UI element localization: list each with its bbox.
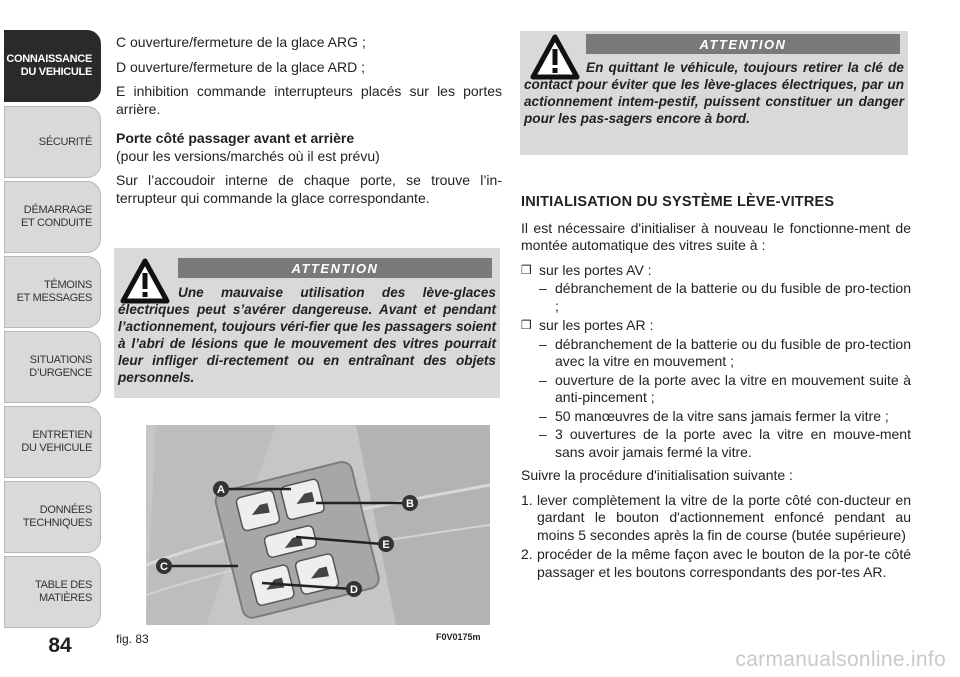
tab-securite[interactable]: SÉCURITÉ xyxy=(4,106,101,178)
tab-table-des-matieres[interactable]: TABLE DES MATIÈRES xyxy=(4,556,101,628)
svg-text:E: E xyxy=(382,539,390,551)
list-item-ar: ❒ sur les portes AR : xyxy=(521,317,654,333)
svg-text:B: B xyxy=(406,498,414,510)
line-c: C ouverture/fermeture de la glace ARG ; xyxy=(116,34,366,50)
label-c xyxy=(156,558,172,574)
section-heading: Porte côté passager avant et arrière xyxy=(116,130,355,146)
figure-window-switches xyxy=(146,425,490,625)
left-column xyxy=(116,34,502,214)
tab-temoins-et-messages[interactable]: TÉMOINS ET MESSAGES xyxy=(4,256,101,328)
window-switch-illustration xyxy=(146,425,490,625)
sub-item: – débranchement de la batterie ou du fusible de pro-tection ; xyxy=(539,280,911,314)
line-d: D ouverture/fermeture de la glace ARD ; xyxy=(116,58,366,75)
right-column xyxy=(521,194,911,583)
figure-caption: fig. 83 xyxy=(116,632,149,646)
sidebar-nav xyxy=(0,0,103,677)
warning-title-bar: ATTENTION xyxy=(586,34,900,54)
tab-demarrage-et-conduite[interactable]: DÉMARRAGE ET CONDUITE xyxy=(4,181,101,253)
sub-item: – débranchement de la batterie ou du fusible de pro-tection avec la vitre en mouvement ; xyxy=(539,335,911,369)
step-2: 2. procéder de la même façon avec le bouton de la por-te côté passager et les boutons correspondants des por-tes AR. xyxy=(521,546,911,580)
warning-box-misuse xyxy=(114,248,500,398)
tab-situations-durgence[interactable]: SITUATIONS D’URGENCE xyxy=(4,331,101,403)
checkbox-bullet-icon: ❒ xyxy=(521,262,532,277)
label-d xyxy=(346,581,362,597)
sub-item: – 3 ouvertures de la porte avec la vitre en mouve-ment sans avoir jamais fermé la vitre. xyxy=(539,426,911,460)
section-title: INITIALISATION DU SYSTÈME LÈVE-VITRES xyxy=(521,194,835,210)
warning-title-bar: ATTENTION xyxy=(178,258,492,278)
section-subheading: (pour les versions/marchés où il est prévu) xyxy=(116,147,380,164)
procedure-intro: Suivre la procédure d'initialisation suivante : xyxy=(521,467,793,483)
label-b xyxy=(402,495,418,511)
tab-entretien-du-vehicule[interactable]: ENTRETIEN DU VEHICULE xyxy=(4,406,101,478)
sub-item: – ouverture de la porte avec la vitre en mouvement suite à anti-pincement ; xyxy=(539,371,911,405)
tab-donnees-techniques[interactable]: DONNÉES TECHNIQUES xyxy=(4,481,101,553)
svg-text:A: A xyxy=(217,484,225,496)
page-number: 84 xyxy=(48,634,72,657)
warning-text: En quittant le véhicule, toujours retirer la clé de contact pour éviter que les lève-glaces électriques, par un actionnement intem-pestif, puissent constituer un danger pour les pas-sagers encore à bord. xyxy=(524,60,904,126)
step-1: 1. lever complètement la vitre de la porte côté con-ducteur en gardant le bouton d'actionnement enfoncé pendant au moins 5 secondes après la fin de course (butée supérieure) xyxy=(521,491,911,543)
label-a xyxy=(213,481,229,497)
intro-paragraph: Il est nécessaire d'initialiser à nouveau le fonctionne-ment de montée automatique des vitres suite à : xyxy=(521,219,911,253)
label-e xyxy=(378,536,394,552)
warning-text: Une mauvaise utilisation des lève-glaces électriques peut s’avérer dangereuse. Avant et pendant l’actionnement, toujours véri-fier que les passagers soient à l’abri de lésions que le mouvement des vitres pourrait leur infliger di-rectement ou en entraînant des objets personnels. xyxy=(118,285,496,385)
list-item-av: ❒ sur les portes AV : xyxy=(521,261,652,278)
checkbox-bullet-icon: ❒ xyxy=(521,318,532,332)
watermark: carmanualsonline.info xyxy=(735,648,946,671)
svg-text:D: D xyxy=(350,584,358,596)
sub-item: – 50 manœuvres de la vitre sans jamais fermer la vitre ; xyxy=(539,407,889,424)
line-e: E inhibition commande interrupteurs placés sur les portes arrière. xyxy=(116,83,502,117)
tab-connaissance-du-vehicule[interactable]: CONNAISSANCE DU VEHICULE xyxy=(4,30,101,102)
svg-text:C: C xyxy=(160,561,168,573)
warning-box-key xyxy=(520,31,908,155)
figure-code: F0V0175m xyxy=(436,632,481,642)
section-paragraph: Sur l’accoudoir interne de chaque porte, se trouve l’in-terrupteur qui commande la glace correspondante. xyxy=(116,172,502,206)
